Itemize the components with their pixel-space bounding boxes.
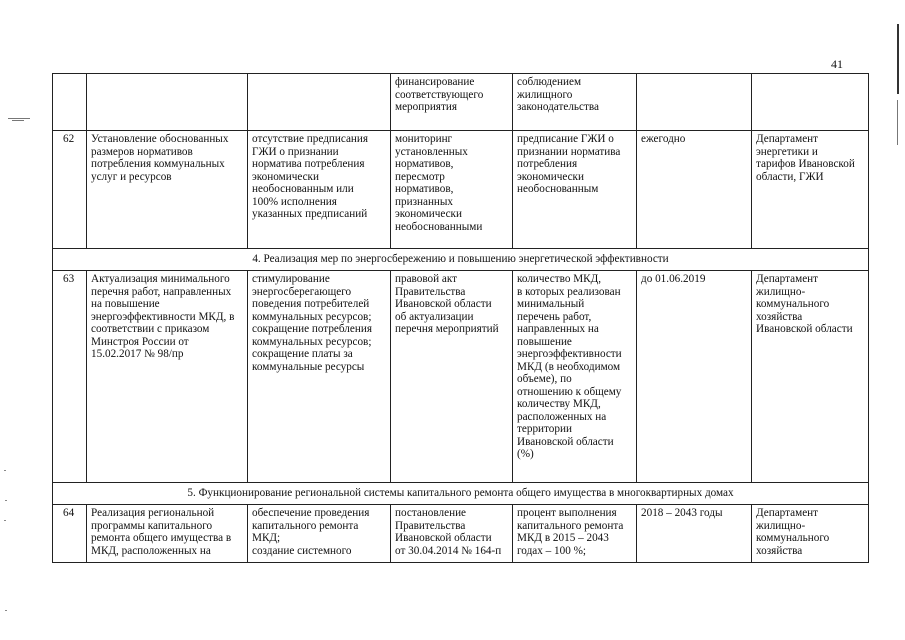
cell-problem bbox=[248, 74, 391, 131]
page-number: 41 bbox=[831, 57, 843, 71]
cell-mechanism: финансирование соответствующего мероприятия bbox=[391, 74, 513, 131]
cell-activity: Установление обоснованных размеров нормативов потребления коммунальных услуг и ресурсов bbox=[87, 131, 248, 249]
scan-mark-left bbox=[8, 118, 30, 119]
cell-term: ежегодно bbox=[637, 131, 752, 249]
cell-num: 64 bbox=[53, 505, 87, 563]
scan-speck bbox=[5, 610, 7, 611]
cell-num: 63 bbox=[53, 271, 87, 483]
table-row bbox=[53, 505, 869, 563]
table-row bbox=[53, 74, 869, 131]
section-heading: 4. Реализация мер по энергосбережению и повышению энергетической эффективности bbox=[53, 249, 869, 271]
scan-speck bbox=[4, 520, 6, 521]
cell-problem: стимулирование энергосберегающего поведения потребителей коммунальных ресурсов; сокращение потребления коммунальных ресурсов; сокращение платы за коммунальные ресурсы bbox=[248, 271, 391, 483]
cell-activity: Актуализация минимального перечня работ, направленных на повышение энергоэффективности МКД, в соответствии с приказом Минстроя России от 15.02.2017 № 98/пр bbox=[87, 271, 248, 483]
scan-edge-mark-2 bbox=[897, 100, 898, 145]
section-row bbox=[53, 483, 869, 505]
cell-indicator: процент выполнения капитального ремонта МКД в 2015 – 2043 годах – 100 %; bbox=[513, 505, 637, 563]
section-heading: 5. Функционирование региональной системы капитального ремонта общего имущества в многоквартирных домах bbox=[53, 483, 869, 505]
measures-table bbox=[52, 73, 869, 563]
cell-responsible bbox=[752, 74, 869, 131]
cell-term bbox=[637, 74, 752, 131]
cell-indicator: предписание ГЖИ о признании норматива потребления экономически необоснованным bbox=[513, 131, 637, 249]
table-body bbox=[53, 74, 869, 563]
scan-edge-mark bbox=[897, 24, 899, 94]
cell-activity: Реализация региональной программы капитального ремонта общего имущества в МКД, расположенных на bbox=[87, 505, 248, 563]
scan-mark-left-2 bbox=[12, 120, 24, 121]
table-row bbox=[53, 131, 869, 249]
cell-indicator: соблюдением жилищного законодательства bbox=[513, 74, 637, 131]
cell-activity bbox=[87, 74, 248, 131]
cell-num bbox=[53, 74, 87, 131]
cell-problem: отсутствие предписания ГЖИ о признании норматива потребления экономически необоснованным или 100% исполнения указанных предписаний bbox=[248, 131, 391, 249]
cell-mechanism: правовой акт Правительства Ивановской области об актуализации перечня мероприятий bbox=[391, 271, 513, 483]
cell-responsible: Департамент жилищно- коммунального хозяйства Ивановской области bbox=[752, 271, 869, 483]
cell-responsible: Департамент энергетики и тарифов Ивановской области, ГЖИ bbox=[752, 131, 869, 249]
cell-num: 62 bbox=[53, 131, 87, 249]
scan-speck bbox=[4, 470, 6, 471]
cell-mechanism: мониторинг установленных нормативов, пересмотр нормативов, признанных экономически необоснованными bbox=[391, 131, 513, 249]
cell-term: 2018 – 2043 годы bbox=[637, 505, 752, 563]
section-row bbox=[53, 249, 869, 271]
cell-term: до 01.06.2019 bbox=[637, 271, 752, 483]
cell-problem: обеспечение проведения капитального ремонта МКД; создание системного bbox=[248, 505, 391, 563]
scan-speck bbox=[5, 500, 7, 501]
cell-mechanism: постановление Правительства Ивановской области от 30.04.2014 № 164-п bbox=[391, 505, 513, 563]
cell-indicator: количество МКД, в которых реализован минимальный перечень работ, направленных на повышение энергоэффективности МКД (в необходимом объеме), по отношению к общему количеству МКД, расположенных на территории Ивановской области (%) bbox=[513, 271, 637, 483]
cell-responsible: Департамент жилищно- коммунального хозяйства bbox=[752, 505, 869, 563]
table-row bbox=[53, 271, 869, 483]
